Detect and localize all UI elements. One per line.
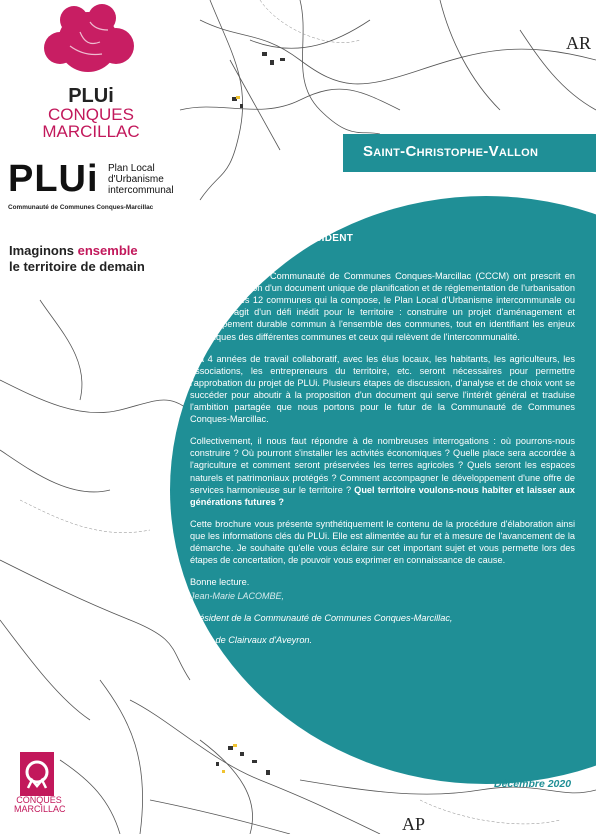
publication-date: Décembre 2020: [494, 778, 572, 790]
footer-logo: [14, 752, 64, 814]
logo-conques: CONQUES: [48, 105, 134, 124]
footer-logo-line1: CONQUES: [16, 795, 62, 805]
tagline: [9, 243, 145, 275]
paragraph-3-question: Quel territoire voulons-nous habiter et laisser aux générations futures ?: [190, 484, 575, 507]
signature-role-1: Président de la Communauté de Communes Conques-Marcillac,: [190, 613, 453, 624]
article-title: Le mot du President: [224, 228, 354, 244]
commune-name: Saint-Christophe-Vallon: [363, 143, 539, 160]
plui-desc-line-2: d'Urbanisme: [108, 174, 164, 185]
paragraph-3-text: Collectivement, il nous faut répondre à de nombreuses interrogations : où pourrons-nous construire ? Où pourront s'installer les activités économiques ? Quelle place sera accordée à l'agriculture et comment seront préservées les terres agricoles ? Quels seront les espaces naturels et patrimoniaux protégés ? Comment accompagner le développement d'une offre de services harmonieuse sur le territoire ?: [190, 436, 575, 495]
plui-desc-line-1: Plan Local: [108, 163, 155, 174]
paragraph-3: [190, 435, 575, 508]
plui-cloud-logo-icon: [40, 2, 136, 88]
president-message: [190, 230, 575, 657]
tagline-line2: le territoire de demain: [9, 259, 145, 274]
paragraph-4: Cette brochure vous présente synthétiquement le contenu de la procédure d'élaboration ainsi que les informations clés du PLUi. Elle est alimentée au fur et à mesure de l'avancement de la démarche. Je souhaite qu'elle vous éclaire sur cet important sujet et vous permette lors des étapes de concertation, de pouvoir vous exprimer en connaissance de cause.: [190, 518, 575, 566]
tagline-highlight: ensemble: [77, 243, 138, 258]
community-name: Communauté de Communes Conques-Marcillac: [8, 204, 154, 211]
footer-logo-line2: MARCILLAC: [14, 804, 66, 814]
logo-text: [36, 86, 146, 140]
closing: Bonne lecture.: [190, 577, 250, 588]
plui-description: [108, 163, 174, 196]
logo-plui: PLUi: [68, 85, 114, 107]
logo-marcillac: MARCILLAC: [42, 122, 140, 141]
commune-header-bar: [343, 134, 596, 172]
map-label-top: AR: [566, 33, 592, 53]
tagline-part1: Imaginons: [9, 243, 78, 258]
signature-name: Jean-Marie LACOMBE,: [190, 591, 285, 602]
plui-big-title: PLUi: [8, 158, 99, 200]
paragraph-1: Les élus de la Communauté de Communes Conques-Marcillac (CCCM) ont prescrit en 2019 l'élaboration d'un document unique de planification et de réglementation de l'urbanisation à l'échelle des 12 communes qui la compose, le Plan Local d'Urbanisme intercommunale ou PLUi. Il s'agit d'un défi inédit pour le territoire : construire un projet d'aménagement et développement durable commun à l'ensemble des communes, tout en identifiant les enjeux spécifiques des différentes communes et ceux qui relèvent de l'intercommunalité.: [190, 271, 575, 342]
plui-desc-line-3: intercommunal: [108, 185, 174, 196]
map-label-bottom: AP: [402, 814, 426, 834]
paragraph-2: 3 à 4 années de travail collaboratif, avec les élus locaux, les habitants, les agriculteurs, les associations, les entrepreneurs du territoire, etc. seront nécessaires pour permettre l'approbation du projet de PLUi. Plusieurs étapes de discussion, d'analyse et de choix vont se succéder pour aboutir à la proposition d'un document qui serve l'intérêt général et traduise l'ambition partagée que nous portons pour le futur de la Communauté de Communes Conques-Marcillac.: [190, 353, 575, 425]
conques-marcillac-emblem-icon: [20, 752, 54, 796]
signature-role-2: Maire de Clairvaux d'Aveyron.: [190, 635, 313, 646]
